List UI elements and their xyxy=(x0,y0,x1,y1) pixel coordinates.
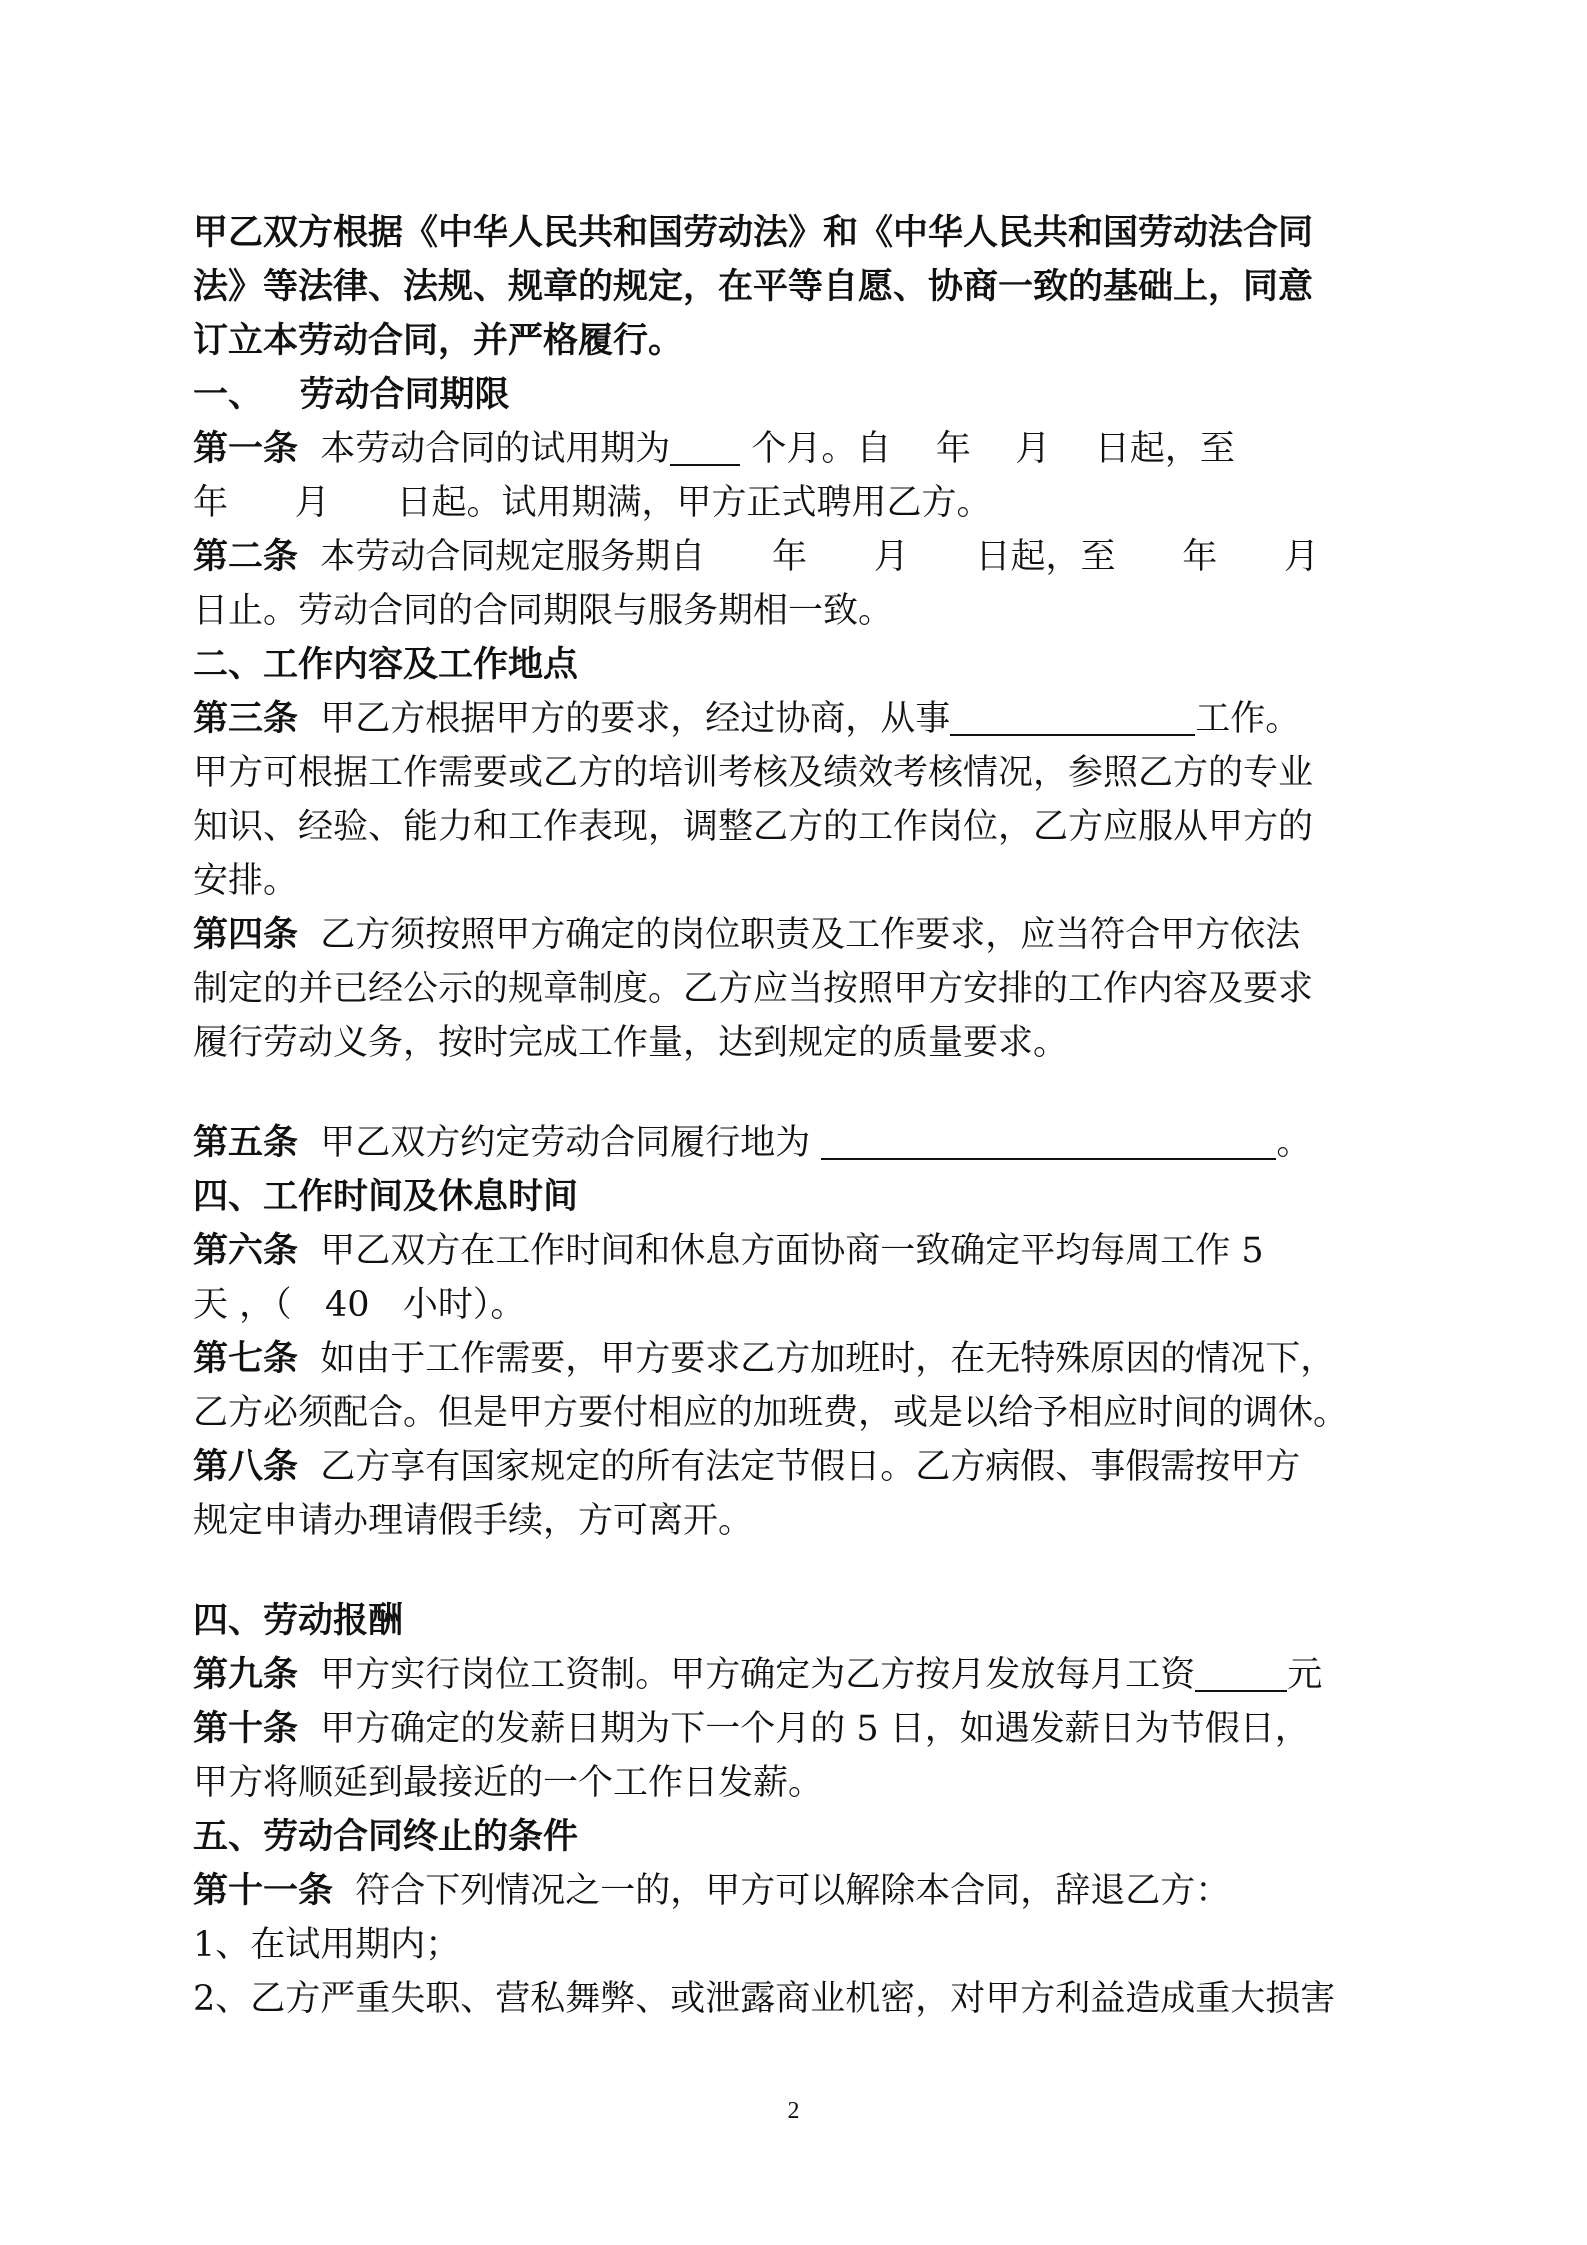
article-3-line-3: 知识、经验、能力和工作表现，调整乙方的工作岗位，乙方应服从甲方的 xyxy=(193,807,1314,847)
article-text: 甲方实行岗位工资制。甲方确定为乙方按月发放每月工资 xyxy=(298,1655,1196,1695)
blank-trial-months xyxy=(670,426,740,466)
article-2-line-1 xyxy=(193,530,1408,584)
article-1-line-2: 年 月 日起。试用期满，甲方正式聘用乙方。 xyxy=(193,483,992,523)
article-text: 本劳动合同规定服务期自 年 月 日起，至 年 月 xyxy=(298,537,1320,577)
article-6-line-1 xyxy=(193,1224,1408,1278)
article-1-line-1 xyxy=(193,422,1408,476)
intro-line-3: 订立本劳动合同，并严格履行。 xyxy=(193,320,684,361)
article-label: 第一条 xyxy=(193,428,299,469)
blank-salary xyxy=(1195,1652,1287,1692)
section-heading-pay: 四、劳动报酬 xyxy=(193,1600,404,1641)
article-label: 第十条 xyxy=(193,1708,299,1749)
article-7-line-1 xyxy=(193,1332,1408,1386)
article-text: 如由于工作需要，甲方要求乙方加班时，在无特殊原因的情况下， xyxy=(298,1339,1336,1379)
article-10-line-1 xyxy=(193,1702,1408,1756)
article-text: 甲乙双方在工作时间和休息方面协商一致确定平均每周工作 5 xyxy=(298,1231,1264,1271)
article-8-line-1 xyxy=(193,1440,1408,1494)
contract-body xyxy=(193,206,1408,2026)
article-3-line-4: 安排。 xyxy=(193,861,299,901)
article-text: 个月。自 年 月 日起，至 xyxy=(740,429,1235,469)
article-label: 第四条 xyxy=(193,914,299,955)
spacer xyxy=(193,1070,1408,1116)
list-item-1: 1、在试用期内； xyxy=(193,1925,461,1965)
article-label: 第七条 xyxy=(193,1338,299,1379)
list-item-2: 2、乙方严重失职、营私舞弊、或泄露商业机密，对甲方利益造成重大损害 xyxy=(193,1979,1336,2019)
article-text: 甲乙双方约定劳动合同履行地为 xyxy=(298,1123,822,1163)
intro-line-1: 甲乙双方根据《中华人民共和国劳动法》和《中华人民共和国劳动法合同 xyxy=(193,212,1314,253)
article-label: 第九条 xyxy=(193,1654,299,1695)
article-text: 元 xyxy=(1287,1655,1323,1695)
article-label: 第十一条 xyxy=(193,1870,334,1911)
article-4-line-3: 履行劳动义务，按时完成工作量，达到规定的质量要求。 xyxy=(193,1023,1069,1063)
article-text: 甲乙方根据甲方的要求，经过协商，从事 xyxy=(298,699,951,739)
article-text: 甲方确定的发薪日期为下一个月的 5 日，如遇发薪日为节假日， xyxy=(298,1709,1310,1749)
section-heading-term: 一、 劳动合同期限 xyxy=(193,374,510,415)
article-4-line-2: 制定的并已经公示的规章制度。乙方应当按照甲方安排的工作内容及要求 xyxy=(193,969,1314,1009)
article-4-line-1 xyxy=(193,908,1408,962)
article-7-line-2: 乙方必须配合。但是甲方要付相应的加班费，或是以给予相应时间的调休。 xyxy=(193,1393,1349,1433)
article-10-line-2: 甲方将顺延到最接近的一个工作日发薪。 xyxy=(193,1763,824,1803)
intro-line-2: 法》等法律、法规、规章的规定，在平等自愿、协商一致的基础上，同意 xyxy=(193,266,1314,307)
blank-work-location xyxy=(821,1120,1276,1160)
article-label: 第五条 xyxy=(193,1122,299,1163)
article-text: 工作。 xyxy=(1195,699,1301,739)
article-text: 乙方享有国家规定的所有法定节假日。乙方病假、事假需按甲方 xyxy=(298,1447,1301,1487)
section-heading-hours: 四、工作时间及休息时间 xyxy=(193,1176,579,1217)
article-11-line-1 xyxy=(193,1864,1408,1918)
article-8-line-2: 规定申请办理请假手续，方可离开。 xyxy=(193,1501,754,1541)
blank-job xyxy=(950,696,1195,736)
article-text: 本劳动合同的试用期为 xyxy=(298,429,671,469)
article-label: 第三条 xyxy=(193,698,299,739)
article-label: 第八条 xyxy=(193,1446,299,1487)
article-label: 第六条 xyxy=(193,1230,299,1271)
article-3-line-1 xyxy=(193,692,1408,746)
article-6-line-2: 天 ，（ 40 小时）。 xyxy=(193,1285,526,1325)
page-number: 2 xyxy=(787,2098,800,2124)
article-2-line-2: 日止。劳动合同的合同期限与服务期相一致。 xyxy=(193,591,894,631)
spacer xyxy=(193,1548,1408,1594)
article-text: 。 xyxy=(1276,1123,1312,1163)
article-text: 乙方须按照甲方确定的岗位职责及工作要求，应当符合甲方依法 xyxy=(298,915,1301,955)
article-label: 第二条 xyxy=(193,536,299,577)
section-heading-termination: 五、劳动合同终止的条件 xyxy=(193,1816,579,1857)
section-heading-work: 二、工作内容及工作地点 xyxy=(193,644,579,685)
article-5-line-1 xyxy=(193,1116,1408,1170)
article-3-line-2: 甲方可根据工作需要或乙方的培训考核及绩效考核情况，参照乙方的专业 xyxy=(193,753,1314,793)
article-text: 符合下列情况之一的，甲方可以解除本合同，辞退乙方： xyxy=(333,1871,1231,1911)
article-9-line-1 xyxy=(193,1648,1408,1702)
